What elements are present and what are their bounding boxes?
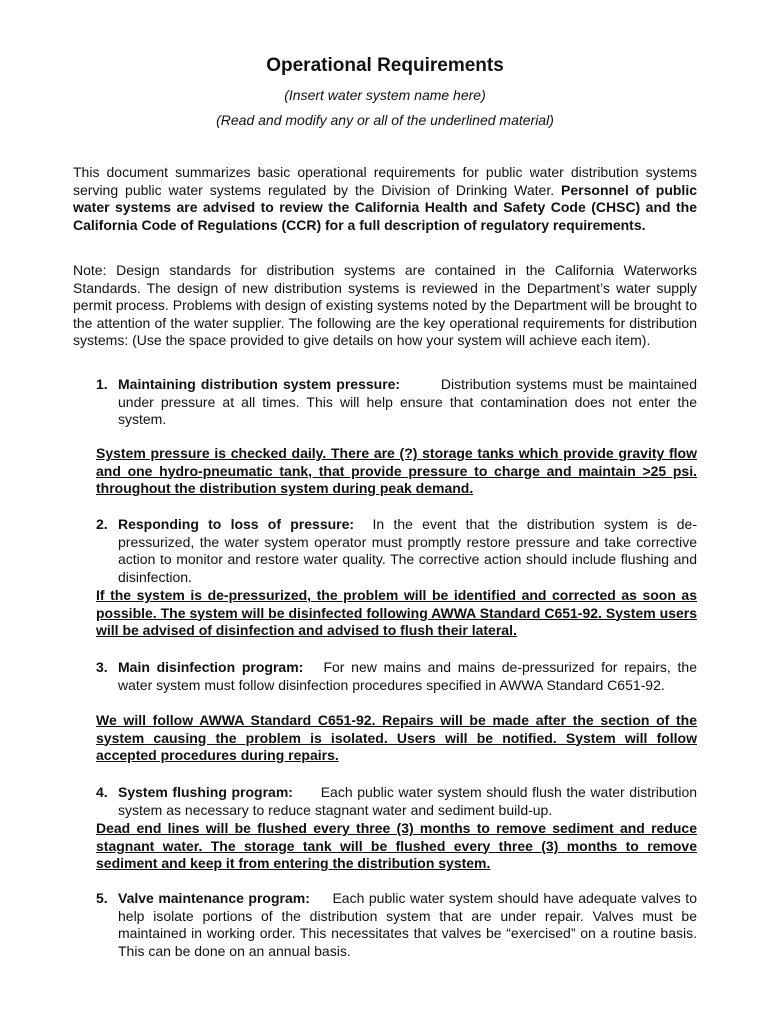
subtitle-instructions: (Read and modify any or all of the underlined material) xyxy=(216,112,554,128)
note-paragraph: Note: Design standards for distribution systems are contained in the California Waterworks Standards. The design of new distribution systems is reviewed in the Department’s water supply permit process. Problems with design of existing systems noted by the Department will be brought to the attention of the water supplier. The following are the key operational requirements for distribution systems: (Use the space provided to give details on how your system will achieve each item). xyxy=(73,262,697,348)
item-heading: Maintaining distribution system pressure: xyxy=(118,376,401,392)
item-number: 2. xyxy=(96,516,108,532)
item-number: 4. xyxy=(96,784,108,800)
item-heading: System flushing program: xyxy=(118,784,293,800)
item-text: Each public water system should flush the water distribution system as necessary to reduce stagnant water and sediment build-up. xyxy=(118,784,698,818)
item-text: For new mains and mains de-pressurized for repairs, the water system must follow disinfection procedures specified in AWWA Standard C651-92. xyxy=(118,659,697,693)
item-number: 3. xyxy=(96,659,108,675)
response-item-4: Dead end lines will be flushed every three (3) months to remove sediment and reduce stagnant water. The storage tank will be flushed every three (3) months to remove sediment and keep it from entering the distribution system. xyxy=(96,820,697,871)
requirement-item-2 xyxy=(96,516,697,586)
item-text: Each public water system should have adequate valves to help isolate portions of the distribution system that are under repair. Valves must be maintained in working order. This necessitates that valves be “exercised” on a routine basis. This can be done on an annual basis. xyxy=(118,890,697,959)
response-item-2: If the system is de-pressurized, the problem will be identified and corrected as soon as possible. The system will be disinfected following AWWA Standard C651-92. System users will be advised of disinfection and advised to flush their lateral. xyxy=(96,587,697,638)
requirement-item-5 xyxy=(96,890,697,960)
requirement-item-1 xyxy=(96,376,697,429)
intro-paragraph xyxy=(73,164,697,234)
item-number: 1. xyxy=(96,376,108,392)
item-heading: Valve maintenance program: xyxy=(118,890,310,906)
document-title: Operational Requirements xyxy=(266,55,504,76)
intro-text: This document summarizes basic operational requirements for public water distribution systems serving public water systems regulated by the Division of Drinking Water. xyxy=(73,164,697,198)
intro-bold-text: Personnel of public water systems are advised to review the California Health and Safety Code (CHSC) and the California Code of Regulations (CCR) for a full description of regulatory requirements. xyxy=(73,181,697,233)
item-heading: Responding to loss of pressure: xyxy=(118,516,355,532)
item-heading: Main disinfection program: xyxy=(118,659,304,675)
response-item-3: We will follow AWWA Standard C651-92. Repairs will be made after the section of the system causing the problem is isolated. Users will be notified. System will follow accepted procedures during repairs. xyxy=(96,712,697,763)
requirement-item-3 xyxy=(96,659,697,694)
requirement-item-4 xyxy=(96,784,697,819)
item-text: In the event that the distribution system is de-pressurized, the water system operator must promptly restore pressure and take corrective action to monitor and restore water quality. The corrective action should include flushing and disinfection. xyxy=(118,516,697,585)
item-text: Distribution systems must be maintained under pressure at all times. This will help ensure that contamination does not enter the system. xyxy=(118,376,697,427)
item-number: 5. xyxy=(96,890,108,906)
subtitle-system-name: (Insert water system name here) xyxy=(284,87,486,103)
response-item-1: System pressure is checked daily. There are (?) storage tanks which provide gravity flow and one hydro-pneumatic tank, that provide pressure to charge and maintain >25 psi. throughout the distribution system during peak demand. xyxy=(96,445,697,496)
